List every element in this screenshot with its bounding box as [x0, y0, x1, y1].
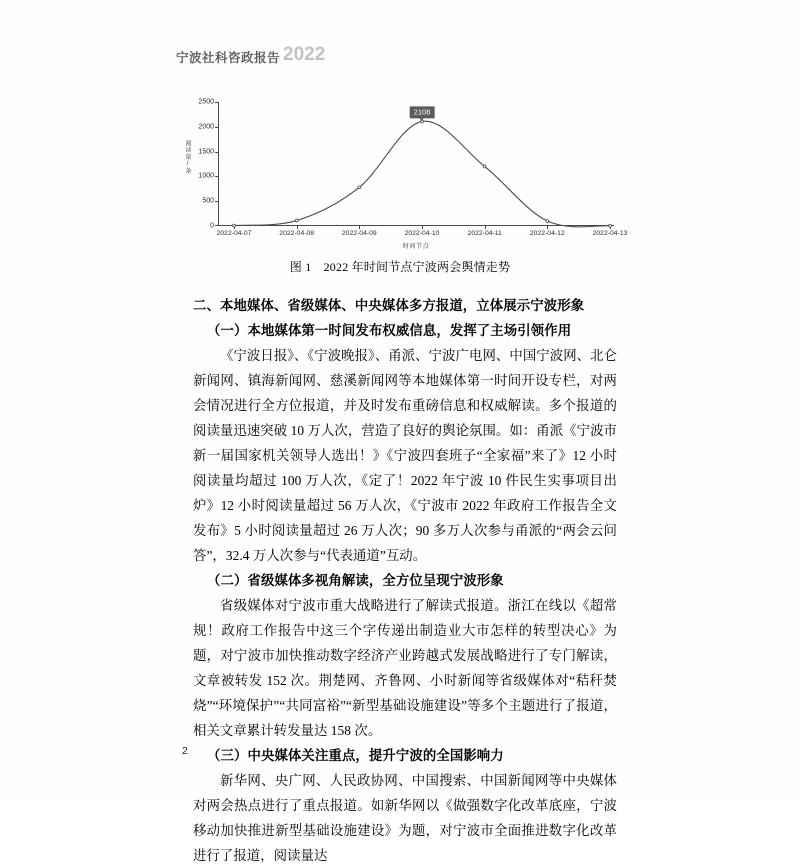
- chart-value-tooltip: 2108: [410, 107, 435, 119]
- x-tick-mark: [485, 226, 486, 229]
- y-tick-label: 500: [202, 197, 214, 205]
- paragraph-three: 新华网、央广网、人民政协网、中国搜索、中国新闻网等中央媒体对两会热点进行了重点报道。如新华网以《做强数字化改革底座，宁波移动加快推进新型基础设施建设》为题，对宁波市全面推进数字化改革进行了报道，阅读量达: [193, 773, 617, 863]
- page-number: 2: [182, 745, 188, 757]
- header-title: 宁波社科咨政报告: [176, 50, 281, 65]
- y-tick-label: 2500: [198, 98, 214, 106]
- section-heading: 二、本地媒体、省级媒体、中央媒体多方报道，立体展示宁波形象: [193, 298, 585, 313]
- chart-x-axis-title: 时间节点: [402, 243, 430, 250]
- y-tick-label: 0: [210, 222, 214, 230]
- line-chart: [176, 98, 628, 250]
- x-tick-label: 2022-04-10: [404, 230, 440, 237]
- x-tick-mark: [359, 226, 360, 229]
- figure-caption: 图 1 2022 年时间节点宁波两会舆情走势: [289, 260, 511, 274]
- y-tick-label: 2000: [198, 123, 214, 131]
- x-tick-mark: [297, 226, 298, 229]
- y-tick-label: 1000: [198, 172, 214, 180]
- subsection-heading-two: （二）省级媒体多视角解读，全方位呈现宁波形象: [207, 573, 504, 588]
- subsection-heading-one: （一）本地媒体第一时间发布权威信息，发挥了主场引领作用: [207, 323, 572, 338]
- x-tick-label: 2022-04-13: [592, 230, 628, 237]
- x-tick-label: 2022-04-09: [341, 230, 377, 237]
- page-body: [193, 293, 617, 868]
- chart-y-tick-labels: [188, 98, 214, 230]
- chart-plot-area: [218, 102, 614, 226]
- x-tick-label: 2022-04-12: [529, 230, 565, 237]
- chart-y-axis-title: 阅读量/条: [184, 140, 191, 175]
- x-tick-label: 2022-04-11: [467, 230, 502, 237]
- chart-series-line: [218, 102, 614, 226]
- y-tick-label: 1500: [198, 148, 214, 156]
- x-tick-mark: [547, 226, 548, 229]
- paragraph-one: 《宁波日报》、《宁波晚报》、甬派、宁波广电网、中国宁波网、北仑新闻网、镇海新闻网、慈溪新闻网等本地媒体第一时间开设专栏，对两会情况进行全方位报道，并及时发布重磅信息和权威解读。多个报道的阅读量迅速突破 10 万人次，营造了良好的舆论氛围。如：甬派《宁波市新一届国家机关领导人选出！》《宁波四套班子“全家福”来了》12 小时阅读量均超过 100 万人次，《定了！2022 年宁波 10 件民生实事项目出炉》12 小时阅读量超过 56 万人次，《宁波市 2022 年政府工作报告全文发布》5 小时阅读量超过 26 万人次；90 多万人次参与甬派的“两会云问答”，32.4 万人次参与“代表通道”互动。: [193, 348, 617, 563]
- x-tick-label: 2022-04-07: [216, 230, 252, 237]
- x-tick-label: 2022-04-08: [279, 230, 315, 237]
- subsection-heading-three: （三）中央媒体关注重点，提升宁波的全国影响力: [207, 748, 504, 763]
- figure-block: [176, 98, 628, 280]
- paragraph-two: 省级媒体对宁波市重大战略进行了解读式报道。浙江在线以《超常规！政府工作报告中这三个字传递出制造业大市怎样的转型决心》为题，对宁波市加快推动数字经济产业跨越式发展战略进行了专门解读，文章被转发 152 次。荆楚网、齐鲁网、小时新闻等省级媒体对“秸秆焚烧”“环境保护”“共同富裕”“新型基础设施建设”等多个主题进行了报道，相关文章累计转发量达 158 次。: [193, 598, 617, 738]
- running-header: [176, 46, 325, 64]
- x-tick-mark: [422, 226, 423, 229]
- header-year: 2022: [283, 44, 326, 65]
